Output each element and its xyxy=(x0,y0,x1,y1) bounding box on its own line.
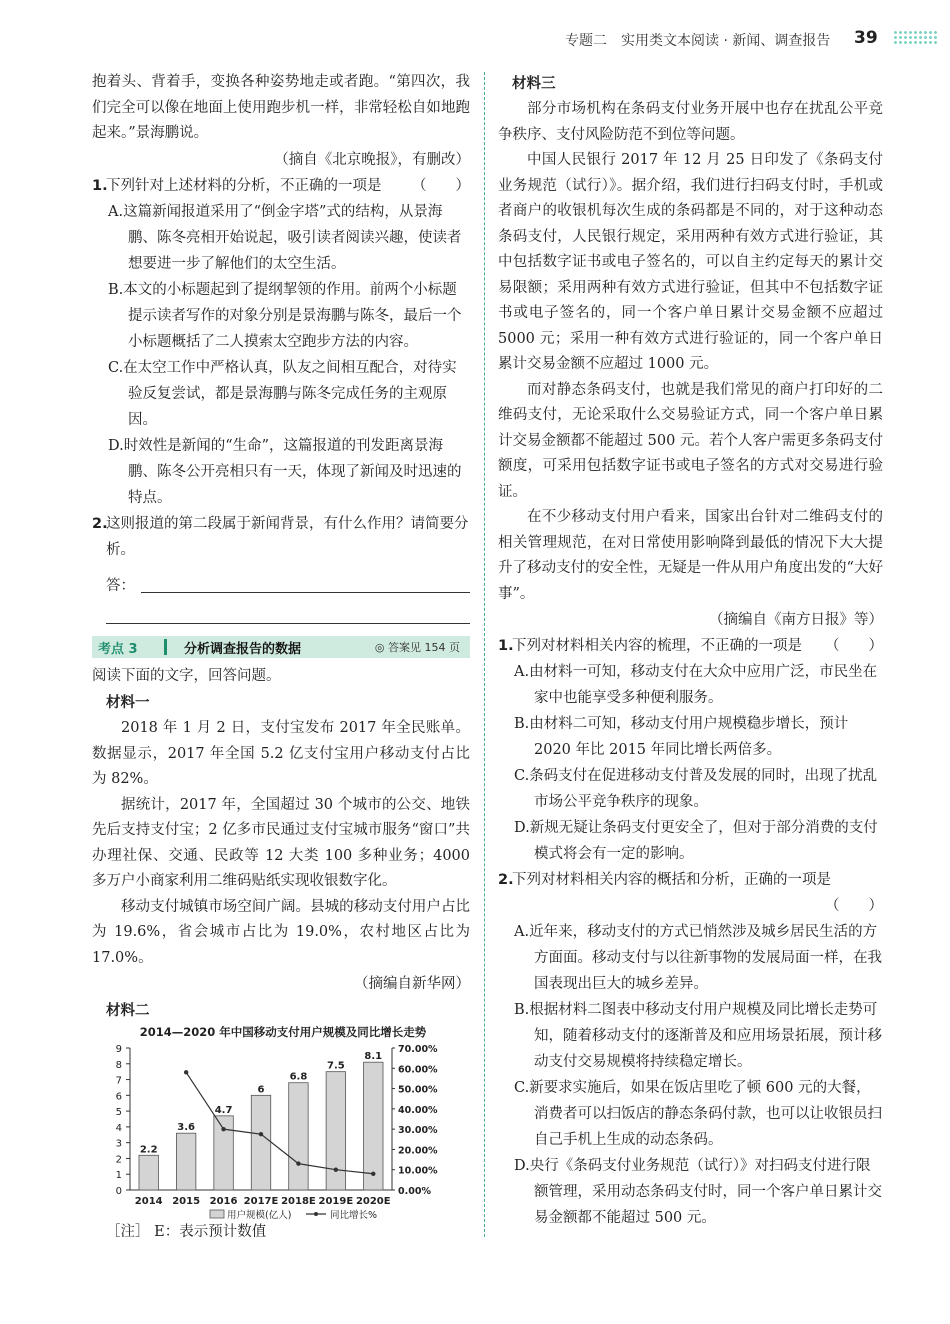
question-number: 1. xyxy=(498,638,514,654)
legend-line-label: 同比增长% xyxy=(330,1210,378,1220)
material-3-para: 在不少移动支付用户看来，国家出台针对二维码支付的相关管理规范，在对日常使用影响降到最低的情况下大大提升了移动支付的安全性，无疑是一件从用户角度出发的“大好事”。 xyxy=(498,509,883,602)
source-citation: （摘编自新华网） xyxy=(354,976,470,992)
bar-value-label: 3.6 xyxy=(177,1122,196,1134)
bar-2018E xyxy=(289,1083,308,1190)
y-left-tick-label: 4 xyxy=(115,1122,122,1134)
right-column xyxy=(498,70,883,1231)
legend-line-marker xyxy=(314,1212,318,1216)
y-right-tick-label: 30.00% xyxy=(398,1125,438,1137)
page-number: 39 xyxy=(854,28,878,48)
x-tick-label: 2017E xyxy=(243,1196,279,1207)
decorative-dots xyxy=(893,30,939,46)
chart-note xyxy=(92,1220,470,1244)
kaodian-tag: 考点 3 xyxy=(98,641,138,657)
bar-value-label: 2.2 xyxy=(139,1144,158,1156)
page-header xyxy=(0,0,950,62)
x-tick-label: 2014 xyxy=(134,1196,163,1207)
growth-point xyxy=(334,1168,338,1172)
option-a: A.这篇新闻报道采用了“倒金字塔”式的结构，从景海鹏、陈冬亮相开始说起，吸引读者阅读兴趣，使读者想要进一步了解他们的太空生活。 xyxy=(108,203,462,272)
material-1-para: 2018 年 1 月 2 日，支付宝发布 2017 年全民账单。数据显示，2017 年全国 5.2 亿支付宝用户移动支付占比为 82%。 xyxy=(92,720,470,787)
left-column xyxy=(92,70,470,1244)
option-b: B.由材料二可知，移动支付用户规模稳步增长，预计 2020 年比 2015 年同比增长两倍多。 xyxy=(514,716,849,758)
option-a: A.由材料一可知，移动支付在大众中应用广泛，市民坐在家中也能享受多种便利服务。 xyxy=(514,664,878,706)
answer-paren-row xyxy=(498,893,883,919)
answer-label: 答： xyxy=(106,577,135,594)
y-left-tick-label: 2 xyxy=(115,1154,122,1166)
option-b: B.本文的小标题起到了提纲挈领的作用。前两个小标题提示读者写作的对象分别是景海鹏与陈冬，最后一个小标题概括了二人摸索太空跑步方法的内容。 xyxy=(108,281,462,350)
question-stem: 下列对材料相关内容的概括和分析，正确的一项是 xyxy=(512,872,831,888)
material-3-para: 部分市场机构在条码支付业务开展中也存在扰乱公平竞争秩序、支付风险防范不到位等问题。 xyxy=(498,101,883,143)
answer-underline xyxy=(141,573,470,593)
question-number: 1. xyxy=(92,177,108,194)
y-left-tick-label: 7 xyxy=(115,1075,122,1087)
answer-line xyxy=(92,573,470,599)
x-tick-label: 2016 xyxy=(209,1196,238,1207)
material-3-para: 中国人民银行 2017 年 12 月 25 日印发了《条码支付业务规范（试行）》。据介绍，我们进行扫码支付时，手机或者商户的收银机每次生成的条码都是不同的，对于这种动态条码支付，人民银行规定，采用两种有效方式进行验证，其中包括数字证书或电子签名的，可以自主约定每天的累计交易限额；采用两种有效方式进行验证，但其中不包括数字证书或电子签名的，同一个客户单日累计交易金额不应超过 5000 元；采用一种有效方式进行验证的，同一个客户单日累计交易金额不应超过 1000 元。 xyxy=(498,152,883,372)
legend-bar-swatch xyxy=(210,1210,224,1218)
option-d: D.新规无疑让条码支付更安全了，但对于部分消费的支付模式将会有一定的影响。 xyxy=(514,820,878,862)
note-text: E：表示预计数值 xyxy=(154,1224,267,1240)
answer-underline xyxy=(106,623,470,624)
bar-2019E xyxy=(326,1072,345,1190)
y-right-tick-label: 0.00% xyxy=(398,1186,431,1197)
bar-line-chart xyxy=(92,1040,470,1220)
question-1 xyxy=(92,173,470,199)
growth-point xyxy=(371,1172,375,1176)
option-c: C.新要求实施后，如果在饭店里吃了顿 600 元的大餐，消费者可以扫饭店的静态条码付款，也可以让收银员扫自己手机上生成的动态条码。 xyxy=(514,1080,882,1148)
bar-2014 xyxy=(139,1155,158,1190)
kaodian-bar xyxy=(164,639,167,655)
x-tick-label: 2019E xyxy=(318,1196,354,1207)
material-3-title: 材料三 xyxy=(512,75,556,92)
growth-point xyxy=(296,1161,300,1165)
answer-paren: （ ） xyxy=(412,177,470,194)
option-c: C.条码支付在促进移动支付普及发展的同时，出现了扰乱市场公平竞争秩序的现象。 xyxy=(514,768,878,810)
legend-bar-label: 用户规模(亿人) xyxy=(227,1210,292,1220)
option-b: B.根据材料二图表中移动支付用户规模及同比增长走势可知，随着移动支付的逐渐普及和应用场景拓展，预计移动支付交易规模将持续稳定增长。 xyxy=(514,1002,882,1070)
material-1-title: 材料一 xyxy=(106,694,150,711)
x-tick-label: 2018E xyxy=(281,1196,316,1207)
y-right-tick-label: 10.00% xyxy=(398,1165,438,1177)
option-d: D.央行《条码支付业务规范（试行）》对扫码支付进行限额管理，采用动态条码支付时，同一个客户单日累计交易金额都不能超过 500 元。 xyxy=(514,1158,882,1226)
question-2 xyxy=(498,867,883,893)
question-stem: 下列针对上述材料的分析，不正确的一项是 xyxy=(106,177,382,194)
bar-value-label: 7.5 xyxy=(326,1060,345,1072)
question-2 xyxy=(92,511,470,563)
question-stem: 下列对材料相关内容的梳理，不正确的一项是 xyxy=(512,638,802,654)
bar-2015 xyxy=(176,1133,195,1190)
x-tick-label: 2020E xyxy=(355,1196,391,1207)
note-label: ［注］ xyxy=(106,1224,150,1240)
y-right-tick-label: 70.00% xyxy=(398,1044,438,1055)
bar-value-label: 6.8 xyxy=(289,1071,308,1083)
question-number: 2. xyxy=(498,872,514,888)
material-2-title: 材料二 xyxy=(106,1002,150,1019)
answer-reference: ◎ 答案见 154 页 xyxy=(374,640,460,654)
bar-value-label: 8.1 xyxy=(364,1051,383,1063)
growth-point xyxy=(221,1127,225,1131)
y-right-tick-label: 50.00% xyxy=(398,1084,438,1096)
chart-title: 2014—2020 年中国移动支付用户规模及同比增长走势 xyxy=(139,1025,427,1039)
kaodian-banner xyxy=(92,636,470,658)
y-right-tick-label: 40.00% xyxy=(398,1104,438,1116)
bar-value-label: 6 xyxy=(257,1084,265,1096)
reading-intro: 阅读下面的文字，回答问题。 xyxy=(92,667,281,684)
growth-point xyxy=(259,1132,263,1136)
y-left-tick-label: 0 xyxy=(115,1186,122,1197)
option-c: C.在太空工作中严格认真，队友之间相互配合，对待实验反复尝试，都是景海鹏与陈冬完成任务的主观原因。 xyxy=(108,359,457,428)
bar-2017E xyxy=(251,1095,270,1190)
material-3-para: 而对静态条码支付，也就是我们常见的商户打印好的二维码支付，无论采取什么交易验证方式，同一个客户单日累计交易金额都不能超过 500 元。若个人客户需更多条码支付额度，可采用包括数字证书或电子签名的方式对交易进行验证。 xyxy=(498,381,883,500)
x-tick-label: 2015 xyxy=(172,1196,201,1207)
y-right-tick-label: 20.00% xyxy=(398,1145,438,1157)
option-a: A.近年来，移动支付的方式已悄然涉及城乡居民生活的方方面面。移动支付与以往新事物的发展局面一样，在我国表现出巨大的城乡差异。 xyxy=(514,924,882,992)
source-citation: （摘编自《南方日报》等） xyxy=(709,612,883,628)
material-1-para: 移动支付城镇市场空间广阔。县城的移动支付用户占比为 19.6%，省会城市占比为 19.0%，农村地区占比为 17.0%。 xyxy=(92,898,470,966)
source-citation: （摘自《北京晚报》，有删改） xyxy=(274,151,470,168)
question-1 xyxy=(498,633,883,659)
growth-point xyxy=(184,1070,188,1074)
column-divider xyxy=(484,72,485,1237)
y-left-tick-label: 8 xyxy=(115,1059,122,1071)
answer-paren: （ ） xyxy=(825,638,883,654)
bar-2020E xyxy=(364,1062,383,1190)
option-d: D.时效性是新闻的“生命”，这篇报道的刊发距离景海鹏、陈冬公开亮相只有一天，体现了新闻及时迅速的特点。 xyxy=(108,437,462,506)
question-stem: 这则报道的第二段属于新闻背景，有什么作用？请简要分析。 xyxy=(106,515,469,558)
y-left-tick-label: 6 xyxy=(115,1091,122,1103)
y-left-tick-label: 1 xyxy=(115,1170,122,1182)
y-right-tick-label: 60.00% xyxy=(398,1064,438,1076)
kaodian-title: 分析调查报告的数据 xyxy=(184,641,302,657)
y-left-tick-label: 9 xyxy=(115,1044,122,1055)
y-left-tick-label: 3 xyxy=(115,1138,122,1150)
material-1-para: 据统计，2017 年，全国超过 30 个城市的公交、地铁先后支持支付宝；2 亿多市民通过支付宝城市服务“窗口”共办理社保、交通、民政等 12 大类 100 多种业务；4000 多万户小商家利用二维码贴纸实现收银数字化。 xyxy=(92,796,470,889)
running-header: 专题二 实用类文本阅读 · 新闻、调查报告 xyxy=(565,33,831,49)
question-number: 2. xyxy=(92,515,108,532)
answer-paren: （ ） xyxy=(825,898,883,914)
y-left-tick-label: 5 xyxy=(115,1107,122,1119)
passage-continuation: 抱着头、背着手，变换各种姿势地走或者跑。“第四次，我们完全可以像在地面上使用跑步机一样，非常轻松自如地跑起来。”景海鹏说。 xyxy=(92,74,470,141)
bar-value-label: 4.7 xyxy=(214,1104,233,1116)
